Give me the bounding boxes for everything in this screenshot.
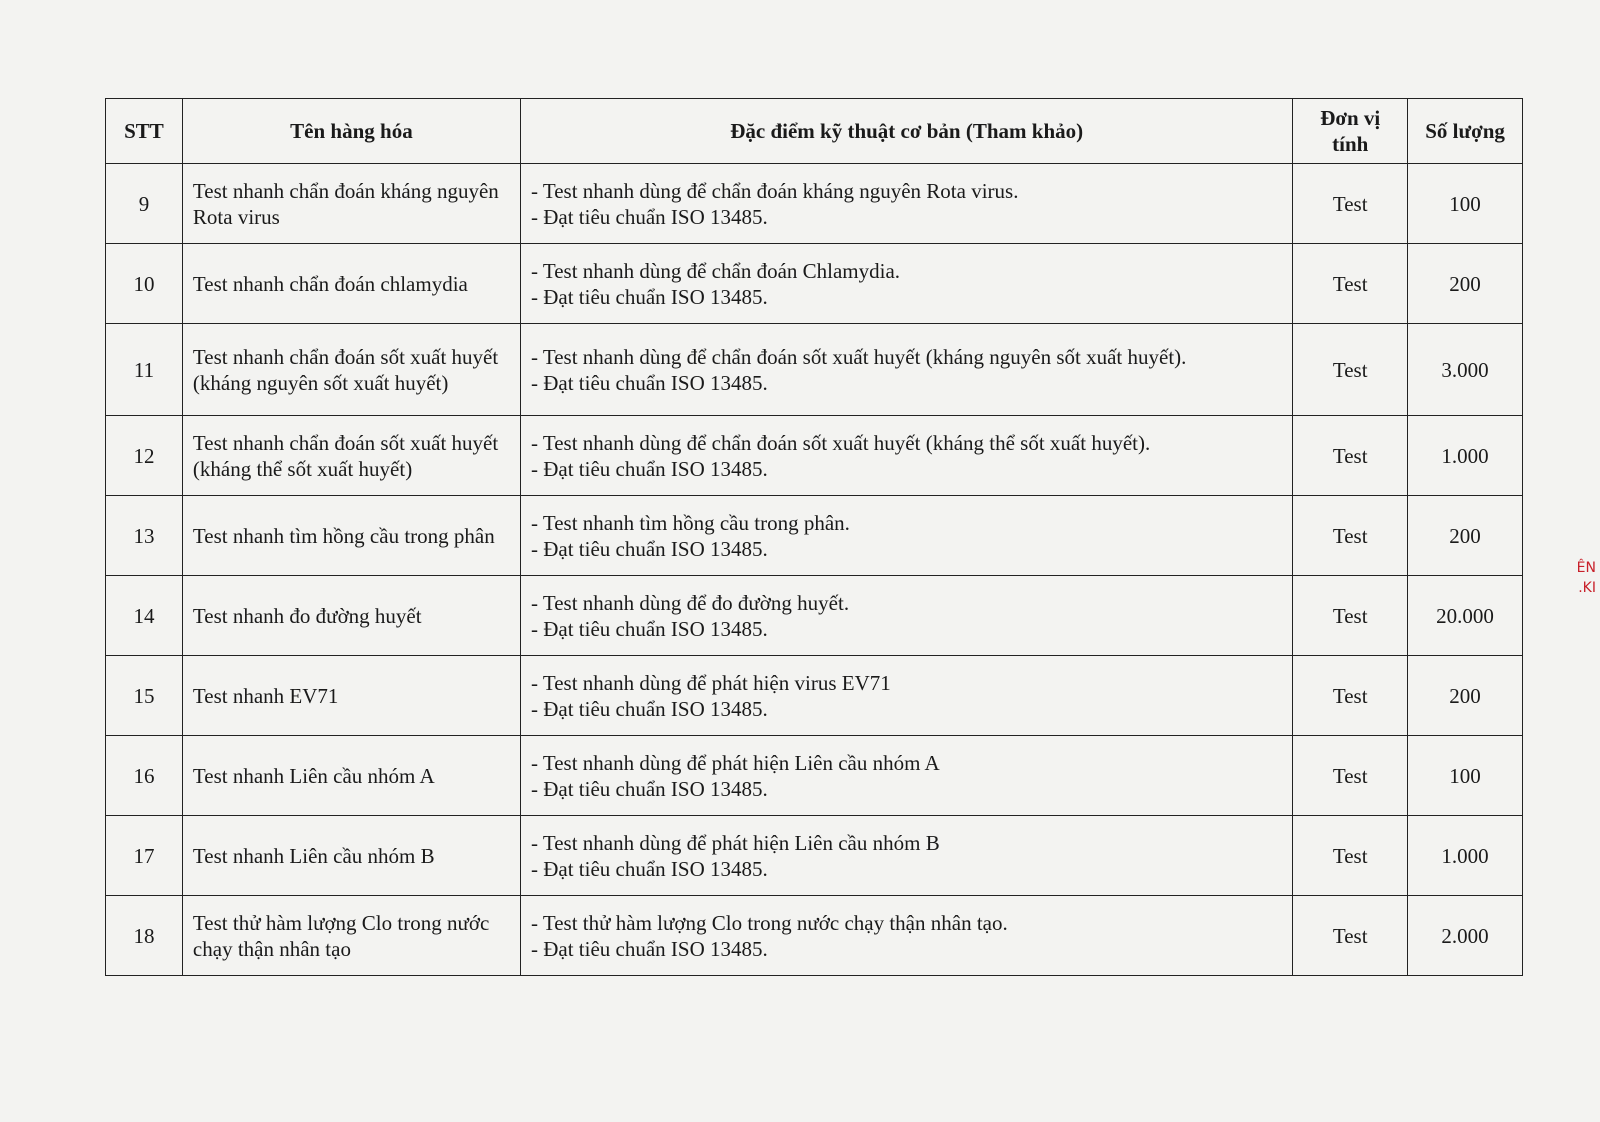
spec-line: - Test nhanh dùng để chẩn đoán Chlamydia. xyxy=(530,258,901,283)
cell-qty: 3.000 xyxy=(1408,324,1523,416)
cell-spec xyxy=(520,416,1292,496)
cell-stt: 10 xyxy=(106,244,183,324)
table-row xyxy=(106,896,1523,976)
cell-stt: 13 xyxy=(106,496,183,576)
cell-stt: 17 xyxy=(106,816,183,896)
cell-unit: Test xyxy=(1293,416,1408,496)
cell-qty: 1.000 xyxy=(1408,816,1523,896)
cell-unit: Test xyxy=(1293,244,1408,324)
cell-qty: 200 xyxy=(1408,656,1523,736)
cell-name: Test nhanh chẩn đoán kháng nguyên Rota virus xyxy=(182,164,520,244)
spec-line: - Đạt tiêu chuẩn ISO 13485. xyxy=(530,536,768,561)
cell-stt: 12 xyxy=(106,416,183,496)
table-row xyxy=(106,816,1523,896)
cell-name: Test nhanh EV71 xyxy=(182,656,520,736)
spec-line: - Đạt tiêu chuẩn ISO 13485. xyxy=(530,696,768,721)
cell-qty: 2.000 xyxy=(1408,896,1523,976)
cell-unit: Test xyxy=(1293,576,1408,656)
cell-name: Test nhanh Liên cầu nhóm A xyxy=(182,736,520,816)
cell-stt: 16 xyxy=(106,736,183,816)
cell-spec xyxy=(520,896,1292,976)
cell-spec xyxy=(520,324,1292,416)
spec-line: - Đạt tiêu chuẩn ISO 13485. xyxy=(530,616,768,641)
header-spec: Đặc điểm kỹ thuật cơ bản (Tham khảo) xyxy=(520,99,1292,164)
cell-unit: Test xyxy=(1293,736,1408,816)
cell-spec xyxy=(520,736,1292,816)
spec-line: - Test nhanh dùng để chẩn đoán sốt xuất huyết (kháng nguyên sốt xuất huyết). xyxy=(530,344,1187,369)
spec-line: - Đạt tiêu chuẩn ISO 13485. xyxy=(530,456,768,481)
cell-spec xyxy=(520,576,1292,656)
cell-stt: 11 xyxy=(106,324,183,416)
cell-qty: 100 xyxy=(1408,164,1523,244)
header-unit: Đơn vị tính xyxy=(1293,99,1408,164)
spec-line: - Test nhanh dùng để phát hiện Liên cầu nhóm B xyxy=(530,830,940,855)
cell-unit: Test xyxy=(1293,324,1408,416)
table-row xyxy=(106,736,1523,816)
cell-unit: Test xyxy=(1293,816,1408,896)
cell-qty: 100 xyxy=(1408,736,1523,816)
table-row xyxy=(106,576,1523,656)
table-row xyxy=(106,324,1523,416)
cell-unit: Test xyxy=(1293,656,1408,736)
cell-name: Test nhanh chẩn đoán sốt xuất huyết (kháng thể sốt xuất huyết) xyxy=(182,416,520,496)
cell-spec xyxy=(520,164,1292,244)
cell-spec xyxy=(520,656,1292,736)
spec-line: - Test nhanh dùng để chẩn đoán kháng nguyên Rota virus. xyxy=(530,178,1019,203)
cell-name: Test nhanh chẩn đoán chlamydia xyxy=(182,244,520,324)
cell-spec xyxy=(520,496,1292,576)
stamp-text: ÊN xyxy=(1576,560,1596,576)
header-stt: STT xyxy=(106,99,183,164)
cell-qty: 20.000 xyxy=(1408,576,1523,656)
table-row xyxy=(106,416,1523,496)
spec-line: - Test nhanh tìm hồng cầu trong phân. xyxy=(530,510,850,535)
spec-line: - Đạt tiêu chuẩn ISO 13485. xyxy=(530,204,768,229)
cell-name: Test nhanh chẩn đoán sốt xuất huyết (kháng nguyên sốt xuất huyết) xyxy=(182,324,520,416)
table-row xyxy=(106,244,1523,324)
cell-name: Test thử hàm lượng Clo trong nước chạy thận nhân tạo xyxy=(182,896,520,976)
cell-qty: 200 xyxy=(1408,496,1523,576)
cell-qty: 200 xyxy=(1408,244,1523,324)
cell-unit: Test xyxy=(1293,496,1408,576)
cell-name: Test nhanh đo đường huyết xyxy=(182,576,520,656)
stamp-text: .KI xyxy=(1578,580,1596,596)
goods-table xyxy=(105,98,1523,976)
cell-unit: Test xyxy=(1293,164,1408,244)
spec-line: - Test nhanh dùng để phát hiện Liên cầu nhóm A xyxy=(530,750,940,775)
table-row xyxy=(106,164,1523,244)
cell-stt: 9 xyxy=(106,164,183,244)
table-header-row xyxy=(106,99,1523,164)
spec-line: - Đạt tiêu chuẩn ISO 13485. xyxy=(530,370,768,395)
cell-spec xyxy=(520,244,1292,324)
spec-line: - Đạt tiêu chuẩn ISO 13485. xyxy=(530,776,768,801)
cell-spec xyxy=(520,816,1292,896)
spec-line: - Test nhanh dùng để chẩn đoán sốt xuất huyết (kháng thể sốt xuất huyết). xyxy=(530,430,1151,455)
cell-stt: 14 xyxy=(106,576,183,656)
header-qty: Số lượng xyxy=(1408,99,1523,164)
header-name: Tên hàng hóa xyxy=(182,99,520,164)
spec-line: - Test nhanh dùng để đo đường huyết. xyxy=(530,590,850,615)
cell-stt: 18 xyxy=(106,896,183,976)
spec-line: - Test thử hàm lượng Clo trong nước chạy thận nhân tạo. xyxy=(530,910,1008,935)
spec-line: - Đạt tiêu chuẩn ISO 13485. xyxy=(530,284,768,309)
spec-line: - Test nhanh dùng để phát hiện virus EV71 xyxy=(530,670,891,695)
cell-stt: 15 xyxy=(106,656,183,736)
cell-unit: Test xyxy=(1293,896,1408,976)
cell-qty: 1.000 xyxy=(1408,416,1523,496)
cell-name: Test nhanh Liên cầu nhóm B xyxy=(182,816,520,896)
cell-name: Test nhanh tìm hồng cầu trong phân xyxy=(182,496,520,576)
spec-line: - Đạt tiêu chuẩn ISO 13485. xyxy=(530,936,768,961)
table-row xyxy=(106,496,1523,576)
table-row xyxy=(106,656,1523,736)
spec-line: - Đạt tiêu chuẩn ISO 13485. xyxy=(530,856,768,881)
red-stamp-fragment xyxy=(1570,500,1600,680)
